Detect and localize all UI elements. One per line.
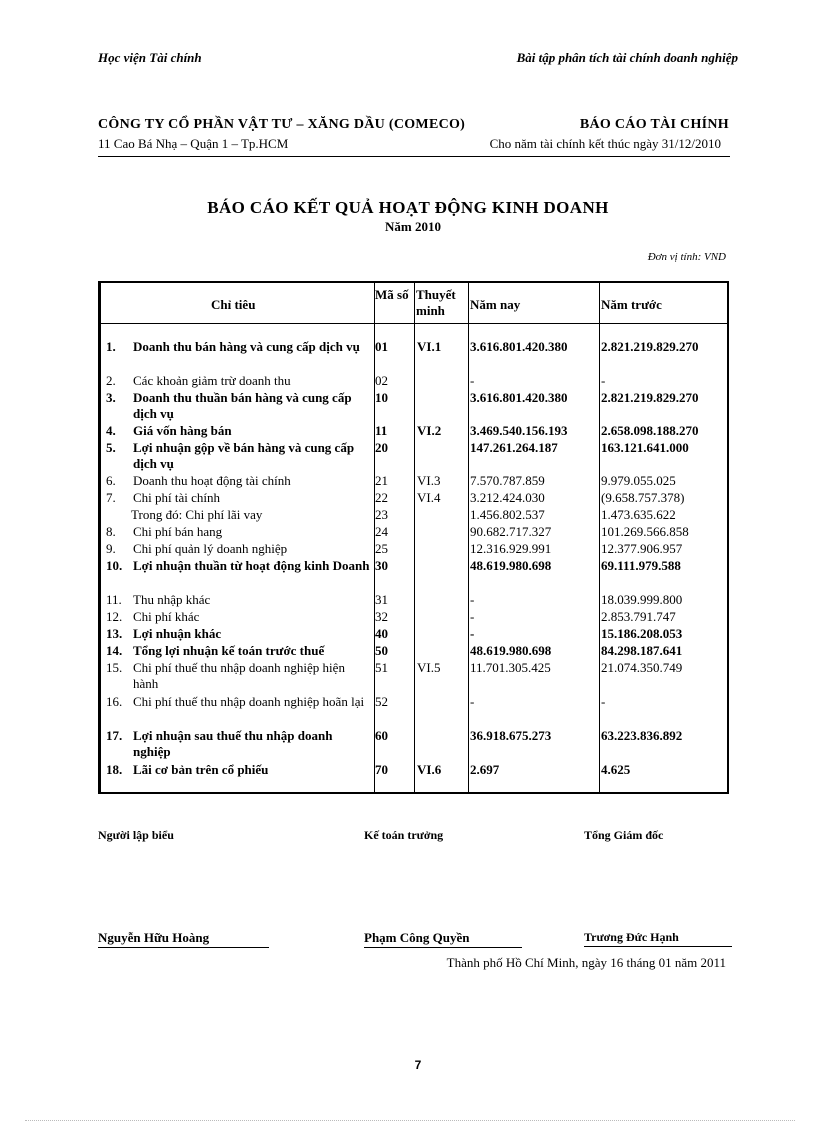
- row-note: VI.4: [417, 490, 441, 505]
- director-name: Trương Đức Hạnh: [584, 930, 732, 947]
- row-item-name: Doanh thu thuần bán hàng và cung cấp dịch vụ: [133, 390, 352, 421]
- row-item-name: Thu nhập khác: [133, 592, 211, 607]
- row-note: VI.6: [417, 762, 442, 777]
- director-title: Tổng Giám đốc: [584, 828, 664, 842]
- row-code: 23: [375, 507, 388, 522]
- place-and-date: Thành phố Hồ Chí Minh, ngày 16 tháng 01 năm 2011: [446, 955, 726, 970]
- report-period: Cho năm tài chính kết thúc ngày 31/12/2010: [489, 136, 721, 151]
- row-code: 25: [375, 541, 388, 556]
- row-code: 10: [375, 390, 388, 405]
- row-previous-year: -: [601, 373, 606, 388]
- row-number: 9.: [106, 541, 116, 556]
- row-number: 5.: [106, 440, 116, 455]
- header-code: Mã số: [375, 287, 409, 302]
- running-header-left: Học viện Tài chính: [98, 50, 202, 65]
- row-previous-year: 1.473.635.622: [601, 507, 676, 522]
- row-previous-year: 84.298.187.641: [601, 643, 683, 658]
- row-current-year: -: [470, 694, 475, 709]
- row-number: 18.: [106, 762, 123, 777]
- row-code: 70: [375, 762, 388, 777]
- row-code: 50: [375, 643, 388, 658]
- row-number: 7.: [106, 490, 116, 505]
- currency-unit: Đơn vị tính: VND: [647, 251, 726, 263]
- row-item-name: Doanh thu hoạt động tài chính: [133, 473, 291, 488]
- header-divider: [98, 156, 730, 157]
- row-current-year: 147.261.264.187: [470, 440, 558, 455]
- row-current-year: 36.918.675.273: [470, 728, 552, 743]
- row-item-name: Lãi cơ bản trên cổ phiếu: [133, 762, 269, 777]
- row-number: 16.: [106, 694, 123, 709]
- report-title: BÁO CÁO KẾT QUẢ HOẠT ĐỘNG KINH DOANH: [207, 198, 609, 217]
- preparer-name: Nguyễn Hữu Hoàng: [98, 930, 269, 948]
- report-type: BÁO CÁO TÀI CHÍNH: [579, 117, 729, 132]
- row-item-name: Chi phí quản lý doanh nghiệp: [133, 541, 288, 556]
- row-previous-year: 15.186.208.053: [601, 626, 683, 641]
- income-statement-table: [98, 281, 729, 794]
- row-item-name: Tổng lợi nhuận kế toán trước thuế: [133, 643, 325, 658]
- row-code: 22: [375, 490, 388, 505]
- row-current-year: 48.619.980.698: [470, 643, 552, 658]
- row-number: 14.: [106, 643, 123, 658]
- row-number: 11.: [106, 592, 122, 607]
- row-note: VI.2: [417, 423, 442, 438]
- company-name: CÔNG TY CỔ PHẦN VẬT TƯ – XĂNG DẦU (COMECO): [98, 117, 466, 132]
- page-edge: [25, 1120, 795, 1121]
- row-previous-year: 21.074.350.749: [601, 660, 683, 675]
- row-item-name: Lợi nhuận sau thuế thu nhập doanh nghiệp: [133, 728, 333, 759]
- row-number: 17.: [106, 728, 123, 743]
- row-number: 13.: [106, 626, 123, 641]
- row-previous-year: 101.269.566.858: [601, 524, 689, 539]
- row-code: 24: [375, 524, 388, 539]
- row-current-year: -: [470, 609, 475, 624]
- row-note: VI.1: [417, 339, 442, 354]
- row-item-name: Lợi nhuận thuần từ hoạt động kinh Doanh: [133, 558, 370, 573]
- row-previous-year: 12.377.906.957: [601, 541, 683, 556]
- row-number: 1.: [106, 339, 116, 354]
- row-item-name: Chi phí thuế thu nhập doanh nghiệp hiện hành: [133, 660, 345, 691]
- row-code: 21: [375, 473, 388, 488]
- row-number: 12.: [106, 609, 123, 624]
- preparer-title: Người lập biểu: [98, 828, 174, 842]
- row-current-year: 7.570.787.859: [470, 473, 545, 488]
- row-code: 32: [375, 609, 388, 624]
- row-item-name: Trong đó: Chi phí lãi vay: [131, 507, 263, 522]
- column-divider: [414, 283, 415, 792]
- header-previous-year: Năm trước: [601, 297, 662, 312]
- row-current-year: -: [470, 626, 475, 641]
- row-previous-year: (9.658.757.378): [601, 490, 685, 505]
- row-current-year: 2.697: [470, 762, 500, 777]
- row-code: 02: [375, 373, 388, 388]
- row-previous-year: 163.121.641.000: [601, 440, 689, 455]
- accountant-title: Kế toán trưởng: [364, 828, 444, 842]
- page-number: 7: [414, 1058, 422, 1072]
- row-current-year: 90.682.717.327: [470, 524, 552, 539]
- header-item: Chỉ tiêu: [211, 297, 256, 312]
- row-number: 10.: [106, 558, 123, 573]
- row-current-year: -: [470, 373, 475, 388]
- row-note: VI.5: [417, 660, 441, 675]
- running-header-right: Bài tập phân tích tài chính doanh nghiệp: [516, 50, 738, 65]
- row-item-name: Chi phí khác: [133, 609, 200, 624]
- row-code: 40: [375, 626, 388, 641]
- header-current-year: Năm nay: [470, 297, 521, 312]
- row-item-name: Chi phí thuế thu nhập doanh nghiệp hoãn lại: [133, 694, 365, 709]
- row-code: 30: [375, 558, 388, 573]
- row-number: 15.: [106, 660, 123, 675]
- row-number: 8.: [106, 524, 116, 539]
- row-previous-year: 69.111.979.588: [601, 558, 681, 573]
- row-current-year: 3.469.540.156.193: [470, 423, 568, 438]
- row-current-year: 11.701.305.425: [470, 660, 551, 675]
- row-current-year: 12.316.929.991: [470, 541, 552, 556]
- row-note: VI.3: [417, 473, 441, 488]
- accountant-name: Phạm Công Quyền: [364, 930, 522, 948]
- row-item-name: Doanh thu bán hàng và cung cấp dịch vụ: [133, 339, 360, 354]
- row-current-year: 3.212.424.030: [470, 490, 545, 505]
- column-divider: [468, 283, 469, 792]
- row-previous-year: 2.821.219.829.270: [601, 339, 699, 354]
- header-note: Thuyết minh: [416, 287, 456, 318]
- row-number: 4.: [106, 423, 116, 438]
- row-code: 31: [375, 592, 388, 607]
- header-row-divider: [101, 323, 727, 324]
- row-item-name: Các khoản giảm trừ doanh thu: [133, 373, 291, 388]
- row-previous-year: 18.039.999.800: [601, 592, 683, 607]
- column-divider: [599, 283, 600, 792]
- row-code: 52: [375, 694, 388, 709]
- row-item-name: Giá vốn hàng bán: [133, 423, 232, 438]
- row-previous-year: 2.853.791.747: [601, 609, 676, 624]
- row-number: 6.: [106, 473, 116, 488]
- row-code: 60: [375, 728, 388, 743]
- row-current-year: -: [470, 592, 475, 607]
- row-previous-year: 4.625: [601, 762, 631, 777]
- row-number: 2.: [106, 373, 116, 388]
- row-code: 01: [375, 339, 388, 354]
- row-code: 11: [375, 423, 388, 438]
- row-code: 20: [375, 440, 388, 455]
- row-number: 3.: [106, 390, 116, 405]
- row-item-name: Chi phí bán hang: [133, 524, 223, 539]
- row-item-name: Lợi nhuận khác: [133, 626, 222, 641]
- row-previous-year: 63.223.836.892: [601, 728, 683, 743]
- row-current-year: 1.456.802.537: [470, 507, 545, 522]
- row-current-year: 3.616.801.420.380: [470, 390, 568, 405]
- row-item-name: Lợi nhuận gộp về bán hàng và cung cấp dịch vụ: [133, 440, 355, 471]
- company-address: 11 Cao Bá Nhạ – Quận 1 – Tp.HCM: [98, 136, 289, 151]
- row-current-year: 48.619.980.698: [470, 558, 552, 573]
- row-previous-year: 2.658.098.188.270: [601, 423, 699, 438]
- row-previous-year: 9.979.055.025: [601, 473, 676, 488]
- row-previous-year: 2.821.219.829.270: [601, 390, 699, 405]
- row-code: 51: [375, 660, 388, 675]
- row-previous-year: -: [601, 694, 606, 709]
- row-current-year: 3.616.801.420.380: [470, 339, 568, 354]
- report-year: Năm 2010: [385, 219, 441, 234]
- row-item-name: Chi phí tài chính: [133, 490, 221, 505]
